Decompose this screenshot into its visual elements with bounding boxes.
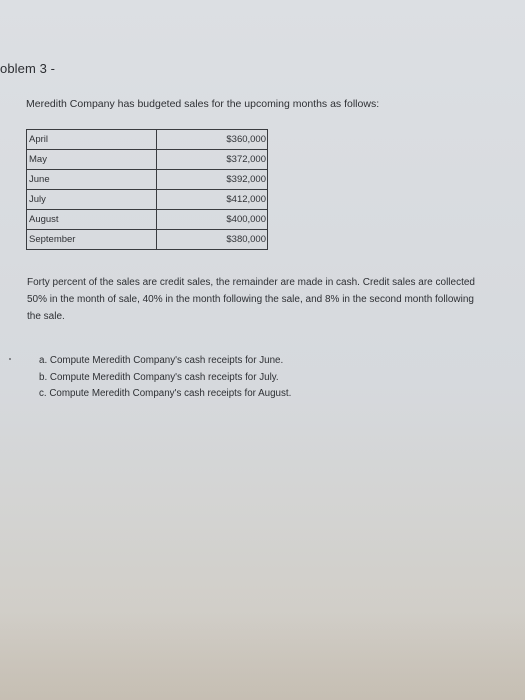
- amount-cell: $400,000: [157, 210, 268, 230]
- table-row: [27, 150, 268, 170]
- month-cell: July: [27, 190, 157, 210]
- paragraph-line: 50% in the month of sale, 40% in the month following the sale, and 8% in the second month following: [27, 294, 474, 305]
- task-item: c. Compute Meredith Company's cash receipts for August.: [39, 388, 292, 399]
- paper-shadow: [0, 610, 525, 700]
- problem-heading: oblem 3 -: [0, 61, 56, 76]
- month-cell: August: [27, 210, 157, 230]
- amount-cell: $360,000: [157, 130, 268, 150]
- sales-table: [26, 129, 268, 250]
- task-item: a. Compute Meredith Company's cash receipts for June.: [39, 355, 284, 366]
- task-item: b. Compute Meredith Company's cash receipts for July.: [39, 371, 279, 383]
- amount-cell: $380,000: [157, 230, 268, 250]
- amount-cell: $412,000: [157, 190, 268, 210]
- table-row: [27, 190, 268, 210]
- collection-paragraph: [27, 274, 497, 325]
- table-row: [27, 170, 268, 190]
- table-row: [27, 130, 268, 150]
- amount-cell: $392,000: [157, 170, 268, 190]
- month-cell: April: [27, 130, 157, 150]
- table-row: [27, 210, 268, 230]
- amount-cell: $372,000: [157, 150, 268, 170]
- month-cell: May: [27, 150, 157, 170]
- month-cell: June: [27, 170, 157, 190]
- intro-text: Meredith Company has budgeted sales for the upcoming months as follows:: [26, 98, 380, 110]
- month-cell: September: [27, 230, 157, 250]
- bullet-mark: [9, 358, 11, 360]
- table-row: [27, 230, 268, 250]
- paragraph-line: Forty percent of the sales are credit sales, the remainder are made in cash. Credit sales are collected: [27, 277, 475, 288]
- task-list: [39, 353, 291, 403]
- paragraph-line: the sale.: [27, 311, 65, 322]
